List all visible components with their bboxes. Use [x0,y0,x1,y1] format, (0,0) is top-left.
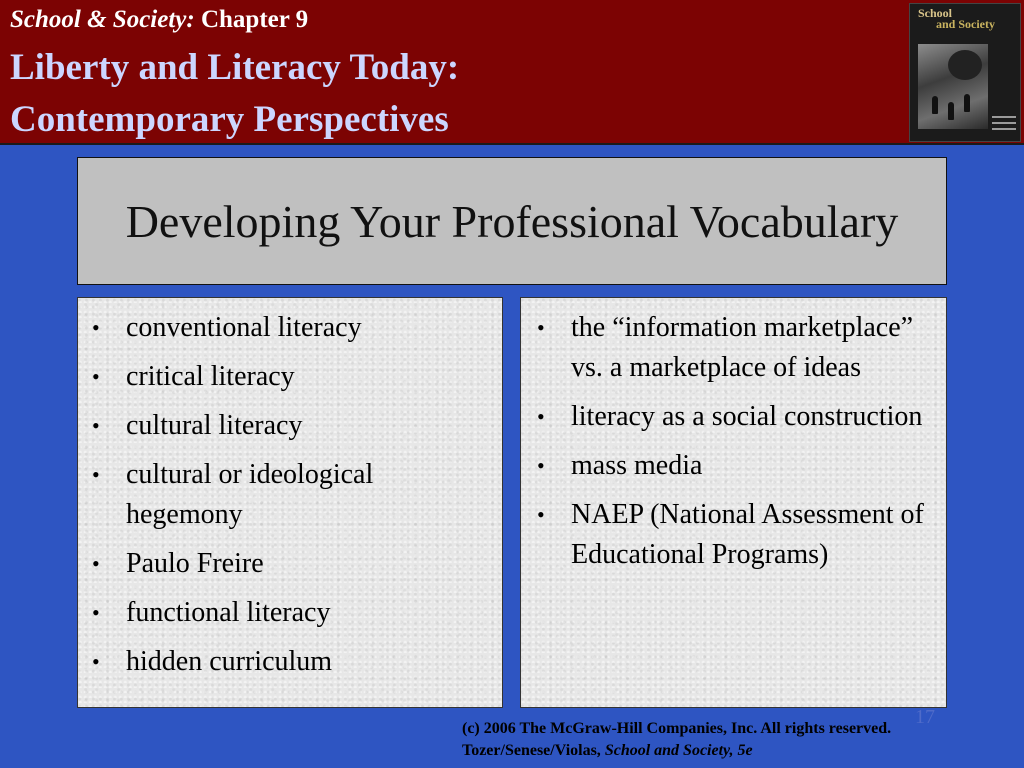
cover-photo-tree [948,50,982,80]
vocabulary-item [86,406,492,446]
chapter-line [10,6,308,34]
cover-title-line-1: School [918,6,953,20]
footer [462,718,891,762]
vocabulary-term: the “information marketplace” vs. a marketplace of ideas [571,312,914,383]
vocabulary-term: hidden curriculum [126,646,333,677]
right-vocabulary-list [531,308,936,584]
book-cover-image [909,3,1021,142]
bullet-icon: • [92,462,100,487]
bullet-icon: • [92,315,100,340]
vocabulary-item [86,308,492,348]
bullet-icon: • [92,649,100,674]
footer-citation [462,740,891,762]
vocabulary-term: mass media [571,450,703,481]
cover-photo-figure [964,94,970,112]
cover-photo-figure [932,96,938,114]
left-vocabulary-panel [77,297,503,708]
footer-authors: Tozer/Senese/Violas, [462,742,601,759]
vocabulary-item [86,642,492,682]
cover-photo [918,44,988,129]
left-vocabulary-list [86,308,492,691]
chapter-label: Chapter 9 [200,6,309,33]
vocabulary-item [531,308,936,388]
vocabulary-term: Paulo Freire [126,548,264,579]
slide-heading: Developing Your Professional Vocabulary [125,195,899,247]
vocabulary-item [531,446,936,486]
bullet-icon: • [537,453,545,478]
bullet-icon: • [92,413,100,438]
right-vocabulary-panel [520,297,947,708]
vocabulary-term: NAEP (National Assessment of Educational Programs) [571,499,924,570]
vocabulary-term: cultural or ideological hegemony [126,459,374,530]
bullet-icon: • [537,315,545,340]
vocabulary-item [531,495,936,575]
cover-photo-figure [948,102,954,120]
bullet-icon: • [92,551,100,576]
cover-title [918,8,995,30]
bullet-icon: • [92,364,100,389]
bullet-icon: • [537,404,545,429]
cover-author-lines [992,116,1016,134]
vocabulary-term: functional literacy [126,597,331,628]
vocabulary-item [86,544,492,584]
bullet-icon: • [537,502,545,527]
vocabulary-term: cultural literacy [126,410,303,441]
slide-title-line-2: Contemporary Perspectives [10,99,449,140]
slide-heading-box [77,157,947,285]
book-title: School & Society: [10,6,195,33]
vocabulary-item [86,593,492,633]
vocabulary-term: critical literacy [126,361,295,392]
slide-number: 17 [915,706,935,728]
slide-title-line-1: Liberty and Literacy Today: [10,47,460,88]
vocabulary-term: conventional literacy [126,312,362,343]
vocabulary-item [86,357,492,397]
footer-book: School and Society, 5e [604,742,753,759]
slide-header [0,0,1024,145]
bullet-icon: • [92,600,100,625]
vocabulary-item [531,397,936,437]
cover-title-line-2: and Society [936,17,996,31]
vocabulary-term: literacy as a social construction [571,401,923,432]
footer-copyright: (c) 2006 The McGraw-Hill Companies, Inc. All rights reserved. [462,720,892,737]
vocabulary-item [86,455,492,535]
